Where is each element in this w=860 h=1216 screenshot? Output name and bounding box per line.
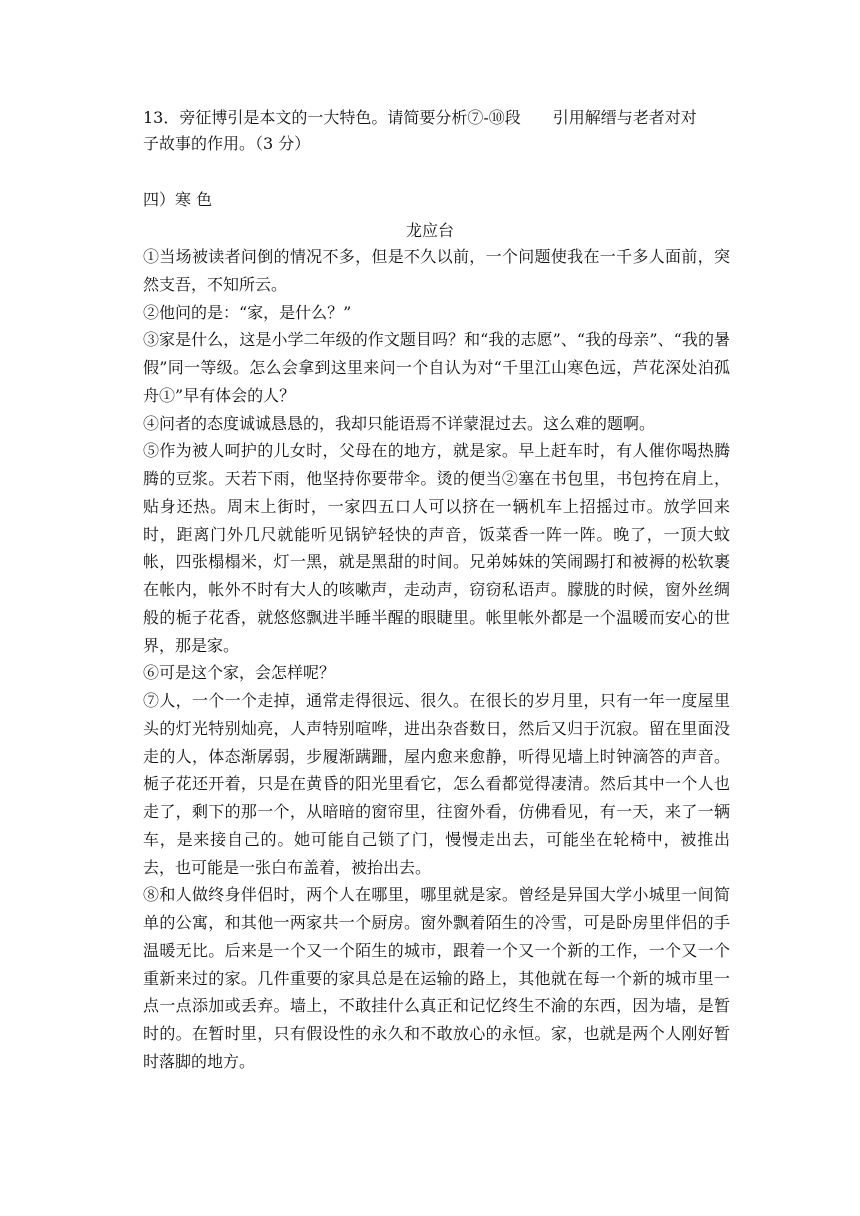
paragraph-6: ⑥可是这个家，会怎样呢？	[143, 663, 336, 683]
article-author: 龙应台	[405, 221, 454, 240]
paragraph-7: ⑦人，一个一个走掉，通常走得很远、很久。在很长的岁月里，只有一年一度屋里头的灯光特别灿亮，人声特别喧哗，进出杂沓数日，然后又归于沉寂。留在里面没走的人，体态渐孱弱，步履渐蹒跚，屋内愈来愈静，听得见墙上时钟滴答的声音。栀子花还开着，只是在黄昏的阳光里看它，怎么看都觉得凄清。然后其中一个人也走了，剩下的那一个，从暗暗的窗帘里，往窗外看，仿佛看见，有一天，来了一辆车，是来接自己的。她可能自己锁了门，慢慢走出去，可能坐在轮椅中，被推出去，也可能是一张白布盖着，被抬出去。	[143, 691, 730, 877]
question-13-line-2: 子故事的作用。（3 分）	[143, 134, 311, 153]
paragraph-3: ③家是什么，这是小学二年级的作文题目吗？和“我的志愿”、“我的母亲”、“我的暑假”同一等级。怎么会拿到这里来问一个自认为对“千里江山寒色远，芦花深处泊孤舟①”早有体会的人？	[143, 330, 730, 405]
paragraph-5: ⑤作为被人呵护的儿女时，父母在的地方，就是家。早上赶车时，有人催你喝热腾腾的豆浆。天若下雨，他坚持你要带伞。烫的便当②塞在书包里，书包挎在肩上，贴身还热。周末上街时，一家四五口人可以挤在一辆机车上招摇过市。放学回来时，距离门外几尺就能听见锅铲轻快的声音，饭菜香一阵一阵。晚了，一顶大蚊帐，四张榻榻米，灯一黑，就是黑甜的时间。兄弟姊妹的笑闹踢打和被褥的松软裹在帐内，帐外不时有大人的咳嗽声，走动声，窃窃私语声。朦胧的时候，窗外丝绸般的栀子花香，就悠悠飘进半睡半醒的眼睫里。帐里帐外都是一个温暖而安心的世界，那是家。	[143, 441, 730, 655]
question-13	[143, 105, 743, 157]
paragraph-8: ⑧和人做终身伴侣时，两个人在哪里，哪里就是家。曾经是异国大学小城里一间简单的公寓，和其他一两家共一个厨房。窗外飘着陌生的冷雪，可是卧房里伴侣的手温暖无比。后来是一个又一个陌生的城市，跟着一个又一个新的工作，一个又一个重新来过的家。几件重要的家具总是在运输的路上，其他就在每一个新的城市里一点一点添加或丢弃。墙上，不敢挂什么真正和记忆终生不渝的东西，因为墙，是暂时的。在暂时里，只有假设性的永久和不敢放心的永恒。家，也就是两个人刚好暂时落脚的地方。	[143, 885, 730, 1071]
paragraph-1: ①当场被读者问倒的情况不多，但是不久以前，一个问题使我在一千多人面前，突然支吾，不知所云。	[143, 247, 730, 294]
question-13-line-1: 13．旁征博引是本文的一大特色。请简要分析⑦-⑩段 引用解缙与老者对对	[143, 108, 697, 127]
paragraph-2: ②他问的是：“家，是什么？”	[143, 302, 352, 322]
paragraph-4: ④问者的态度诚诚恳恳的，我却只能语焉不详蒙混过去。这么难的题啊。	[143, 413, 656, 433]
section-heading: 四）寒 色	[143, 190, 213, 209]
article-body	[143, 243, 730, 1076]
